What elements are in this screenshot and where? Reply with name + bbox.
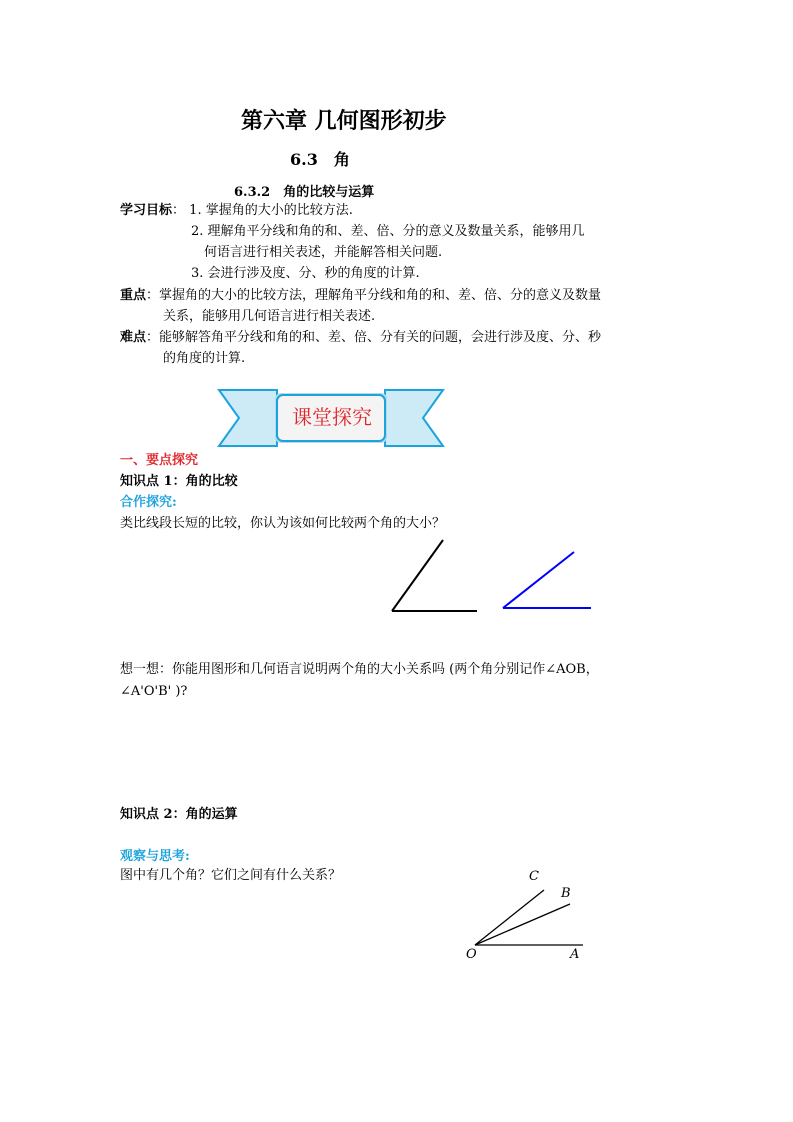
banner-text: 课堂探究 xyxy=(292,405,372,429)
objective-item-3: 3. 会进行涉及度、分、秒的角度的计算. xyxy=(191,266,420,281)
key-points-label: 重点 xyxy=(120,288,147,303)
knowledge-point-1-title: 知识点 1：角的比较 xyxy=(120,474,238,489)
objective-item-1: 1. 掌握角的大小的比较方法. xyxy=(189,203,353,218)
objective-item-2-line-2: 何语言进行相关表述，并能解答相关问题. xyxy=(204,245,443,260)
difficult-points-line-2: 的角度的计算. xyxy=(163,351,246,366)
objectives-line-1 xyxy=(120,200,353,221)
point-label-b: B xyxy=(561,886,571,901)
section-title: 6.3 角 xyxy=(290,150,350,169)
point-label-c: C xyxy=(529,869,539,884)
chapter-title: 第六章 几何图形初步 xyxy=(241,108,447,134)
objectives-label: 学习目标 xyxy=(120,203,173,218)
key-points-line-2: 关系，能够用几何语言进行相关表述. xyxy=(163,309,376,324)
objective-item-2-line-1: 2. 理解角平分线和角的和、差、倍、分的意义及数量关系，能够用几 xyxy=(191,224,585,239)
question-compare-angles: 类比线段长短的比较，你认为该如何比较两个角的大小？ xyxy=(120,516,446,531)
point-label-a: A xyxy=(570,947,580,962)
angle-blue xyxy=(503,552,591,608)
key-points-text: ：掌握角的大小的比较方法，理解角平分线和角的和、差、倍、分的意义及数量 xyxy=(146,288,602,303)
section-heading: 一、要点探究 xyxy=(120,453,199,468)
point-label-o: O xyxy=(466,947,477,962)
think-prompt-line-2: ∠A'O'B' )? xyxy=(120,684,188,699)
knowledge-point-2-title: 知识点 2：角的运算 xyxy=(120,807,238,822)
observe-think-label: 观察与思考: xyxy=(120,849,190,864)
question-count-angles: 图中有几个角？它们之间有什么关系？ xyxy=(120,868,342,883)
difficult-points-line-1 xyxy=(120,327,601,348)
objectives-colon: ： xyxy=(172,203,186,218)
two-angles-figure xyxy=(380,530,610,625)
angle-black xyxy=(392,540,477,611)
difficult-points-text: ：能够解答角平分线和角的和、差、倍、分有关的问题，会进行涉及度、分、秒 xyxy=(146,330,602,345)
cooperative-exploration-label: 合作探究: xyxy=(120,495,177,510)
difficult-points-label: 难点 xyxy=(120,330,147,345)
think-prompt-line-1: 想一想：你能用图形和几何语言说明两个角的大小关系吗 (两个角分别记作∠AOB， xyxy=(120,662,599,677)
subsection-title: 6.3.2 角的比较与运算 xyxy=(234,185,375,200)
key-points-line-1 xyxy=(120,285,601,306)
classroom-exploration-banner xyxy=(217,386,445,450)
